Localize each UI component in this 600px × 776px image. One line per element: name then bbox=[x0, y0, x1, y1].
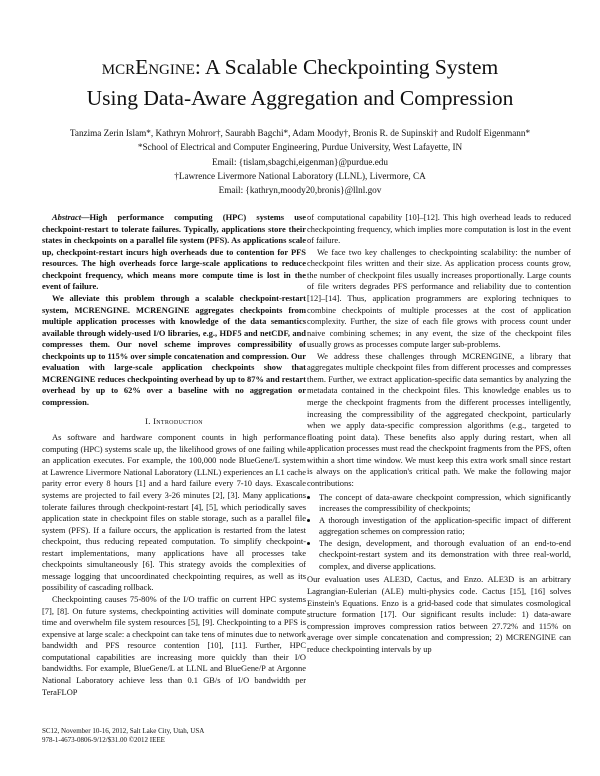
affiliation-llnl: †Lawrence Livermore National Laboratory (LLNL), Livermore, CA bbox=[174, 170, 426, 181]
affiliation-purdue: *School of Electrical and Computer Engineering, Purdue University, West Lafayette, IN bbox=[137, 142, 463, 153]
contribution-list bbox=[307, 492, 571, 573]
paper-title bbox=[0, 52, 600, 114]
email-purdue: Email: {tislam,sbagchi,eigenman}@purdue.edu bbox=[212, 156, 388, 167]
footer-conference: SC12, November 10-16, 2012, Salt Lake City, Utah, USA bbox=[42, 727, 205, 735]
list-item: • The concept of data-aware checkpoint compression, which significantly increases the compressibility of checkpoints; bbox=[319, 492, 571, 515]
title-line-1 bbox=[0, 52, 600, 83]
abstract-paragraph-2: We alleviate this problem through a scalable checkpoint-restart system, MCRENGINE. MCRENGINE aggregates checkpoints from multiple application processes with knowledge of the data semantics available through widely-used I/O libraries, e.g., HDF5 and netCDF, and compresses them. Our novel scheme improves compressibility of checkpoints up to 115% over simple concatenation and compression. Our evaluation with large-scale application checkpoints show that MCRENGINE reduces checkpointing overhead by up to 87% and restart overhead by up to 62% over a baseline with no aggregation or compression. bbox=[42, 292, 306, 407]
title-system-name: mcrEngine bbox=[101, 55, 195, 79]
abstract-paragraph-1 bbox=[42, 212, 306, 293]
abstract-label: Abstract bbox=[52, 212, 82, 222]
left-column bbox=[42, 212, 306, 698]
section-heading-introduction: I. Introduction bbox=[145, 415, 203, 426]
author-block bbox=[0, 126, 600, 197]
abstract-text-1: —High performance computing (HPC) systems use checkpoint-restart to tolerate failures. Typically, applications store their states in checkpoints on a parallel file system (PFS). As applications scale up, checkpoint-restart incurs high overheads due to contention for PFS resources. The high overheads force large-scale applications to reduce checkpoint frequency, which means more compute time is lost in the event of failure. bbox=[42, 212, 306, 292]
intro-paragraph-6: Our evaluation uses ALE3D, Cactus, and Enzo. ALE3D is an arbitrary Lagrangian-Eulerian (ALE) multi-physics code. Cactus [15], [16] solves Einstein's Equations. Enzo is a grid-based code that simulates cosmological structure formation [17]. Our significant results include: 1) data-aware compression improves compression ratios between 27.72% and 115% on average over simple concatenation and compression; 2) MCRENGINE can reduce checkpointing intervals by up bbox=[307, 574, 571, 654]
intro-paragraph-2: Checkpointing causes 75-80% of the I/O traffic on current HPC systems [7], [8]. On future systems, checkpointing activities will dominate compute time and overwhelm file system resources [5], [9]. Checkpointing to a PFS is expensive at large scale: a checkpoint can take tens of minutes due to network bandwidth and PFS resource contention [10], [11]. Further, HPC computational capabilities are increasing more quickly than their I/O bandwidths. For example, BlueGene/L at LLNL and BlueGene/P at Argonne National Laboratory achieve less than 0.1 GB/s of I/O bandwidth per TeraFLOP bbox=[42, 594, 306, 697]
intro-paragraph-4: We face two key challenges to checkpointing scalability: the number of checkpoint files written and their size. As application process counts grow, the number of checkpoint files usually increases proportionally. Large counts of file writers degrades PFS performance and reliability due to contention [12]–[14]. Thus, application programmers are exploring techniques to combine checkpoints of multiple processes at the cost of application complexity. Further, the size of each file grows with process count under naive combining schemes; in any event, the size of the checkpoint files usually grows as processes compute larger sub-problems. bbox=[307, 246, 571, 350]
footer-copyright: 978-1-4673-0806-9/12/$31.00 ©2012 IEEE bbox=[42, 736, 165, 745]
title-line-1-rest: : A Scalable Checkpointing System bbox=[194, 55, 499, 79]
intro-paragraph-1: As software and hardware component counts in high performance computing (HPC) systems scale up, the likelihood grows of one failing while an application executes. For example, the 100,000 node BlueGene/L system at Lawrence Livermore National Laboratory (LLNL) experiences an L1 cache parity error every 8 hours [1] and a hard failure every 7-10 days. Exascale systems are projected to fail every 3-26 minutes [2], [3]. Many applications tolerate failures through checkpoint-restart [4], [5], which periodically saves application state in checkpoint files on stable storage, such as a parallel file system (PFS). If a failure occurs, the application is restarted from the latest checkpoint, thus reducing repeated computation. To simplify checkpoint-restart implementations, many applications have all processes take checkpoints simultaneously [6]. This strategy avoids the complexities of message logging that uncoordinated checkpointing requires, as well as its possibility of cascading rollback. bbox=[42, 432, 307, 593]
intro-paragraph-5: We address these challenges through MCRENGINE, a library that aggregates multiple checkpoint files from different processes and compresses them. Further, we extract application-specific data semantics by analyzing the metadata contained in the checkpoint files. This knowledge enables us to merge the checkpoint fragments from the different processes intelligently, increasing the compressibility of the aggregated checkpoint, particularly when we apply data-specific compression algorithms (e.g., targeted to floating point data). These benefits also apply during restart, when all application processes must read the checkpoint fragments from the PFS, often within a short time window. We must keep this extra work small since restart is always on the application's critical path. We make the following major contributions: bbox=[307, 350, 571, 488]
title-line-2: Using Data-Aware Aggregation and Compression bbox=[86, 86, 514, 110]
email-llnl: Email: {kathryn,moody20,bronis}@llnl.gov bbox=[218, 185, 382, 196]
author-list: Tanzima Zerin Islam*, Kathryn Mohror†, Saurabh Bagchi*, Adam Moody†, Bronis R. de Supinski† and Rudolf Eigenmann* bbox=[69, 128, 531, 138]
list-item: • The design, development, and thorough evaluation of an end-to-end checkpoint-restart system and its demonstration with three real-world, complex, and diverse applications. bbox=[319, 538, 571, 573]
right-column bbox=[307, 212, 571, 655]
list-item: • A thorough investigation of the application-specific impact of different aggregation schemes on compression ratio; bbox=[319, 515, 571, 538]
intro-paragraph-3: of computational capability [10]–[12]. This high overhead leads to reduced checkpointing frequency, which implies more computation is lost in the event of failure. bbox=[307, 212, 571, 246]
page-footer bbox=[42, 727, 204, 745]
